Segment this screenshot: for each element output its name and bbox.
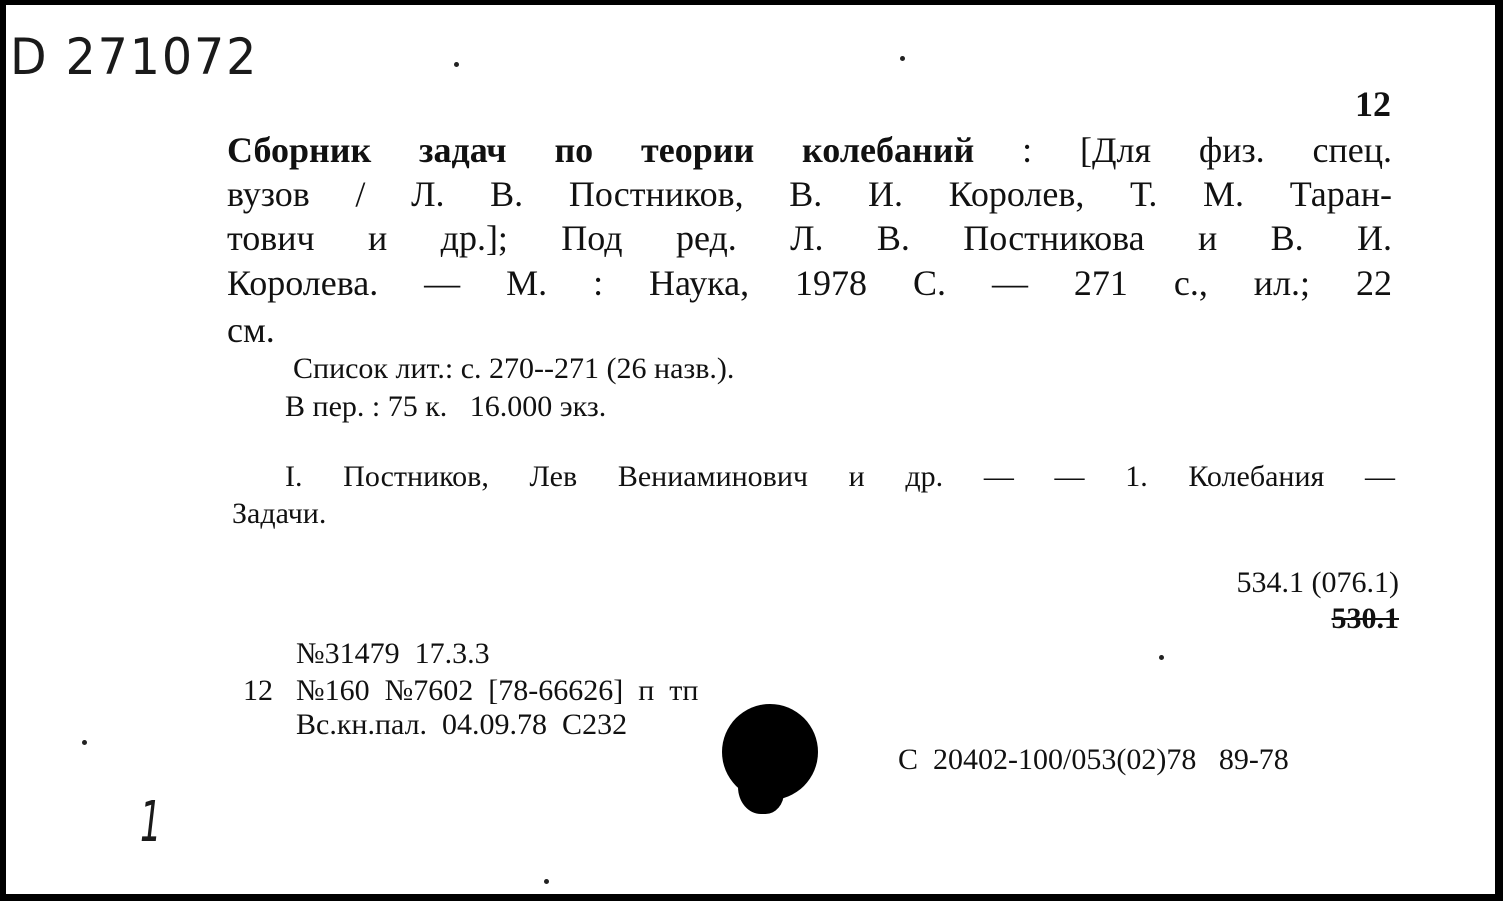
dust-speck (544, 879, 549, 884)
tracings-line-2: Задачи. (232, 497, 327, 530)
tracings-line-1: I. Постников, Лев Вениаминович и др. — — 1. Колебания — (285, 460, 1395, 493)
entry-line-5: см. (227, 310, 275, 350)
ink-blot-stamp-tail (738, 760, 784, 814)
card-number: 12 (1355, 84, 1391, 124)
udc-classification-old: 530.1 (1331, 602, 1399, 635)
entry-line-4: Королева. — М. : Наука, 1978 С. — 271 с., ил.; 22 (227, 263, 1392, 303)
book-title: Сборник задач по теории колебаний (227, 130, 975, 170)
price-and-copies: В пер. : 75 к. 16.000 экз. (285, 390, 607, 423)
handwritten-margin-mark: 1 (140, 790, 162, 855)
dust-speck (900, 56, 905, 61)
entry-line-2: вузов / Л. В. Постников, В. И. Королев, Т. М. Таран- (227, 174, 1392, 214)
print-info-line-3: Вс.кн.пал. 04.09.78 С232 (296, 708, 628, 741)
dust-speck (454, 62, 459, 67)
print-info-prefix: 12 (243, 674, 273, 707)
card-border-top (0, 0, 1503, 5)
card-border-left (0, 0, 6, 901)
print-info-line-2: №160 №7602 [78-66626] п тп (296, 674, 699, 707)
card-border-bottom (0, 894, 1503, 901)
dust-speck (1159, 655, 1164, 660)
handwritten-inventory-number: D 271072 (10, 28, 259, 86)
catalog-code: С 20402-100/053(02)78 89-78 (898, 743, 1289, 776)
entry-line-3: тович и др.]; Под ред. Л. В. Постникова и В. И. (227, 218, 1392, 258)
bibliography-note: Список лит.: с. 270--271 (26 назв.). (293, 352, 735, 385)
dust-speck (82, 740, 87, 745)
entry-line-1 (227, 132, 1392, 168)
entry-line-1-rest: : [Для физ. спец. (1022, 130, 1393, 170)
card-border-right (1495, 0, 1503, 901)
udc-classification: 534.1 (076.1) (1236, 566, 1399, 599)
print-info-line-1: №31479 17.3.3 (296, 637, 490, 670)
